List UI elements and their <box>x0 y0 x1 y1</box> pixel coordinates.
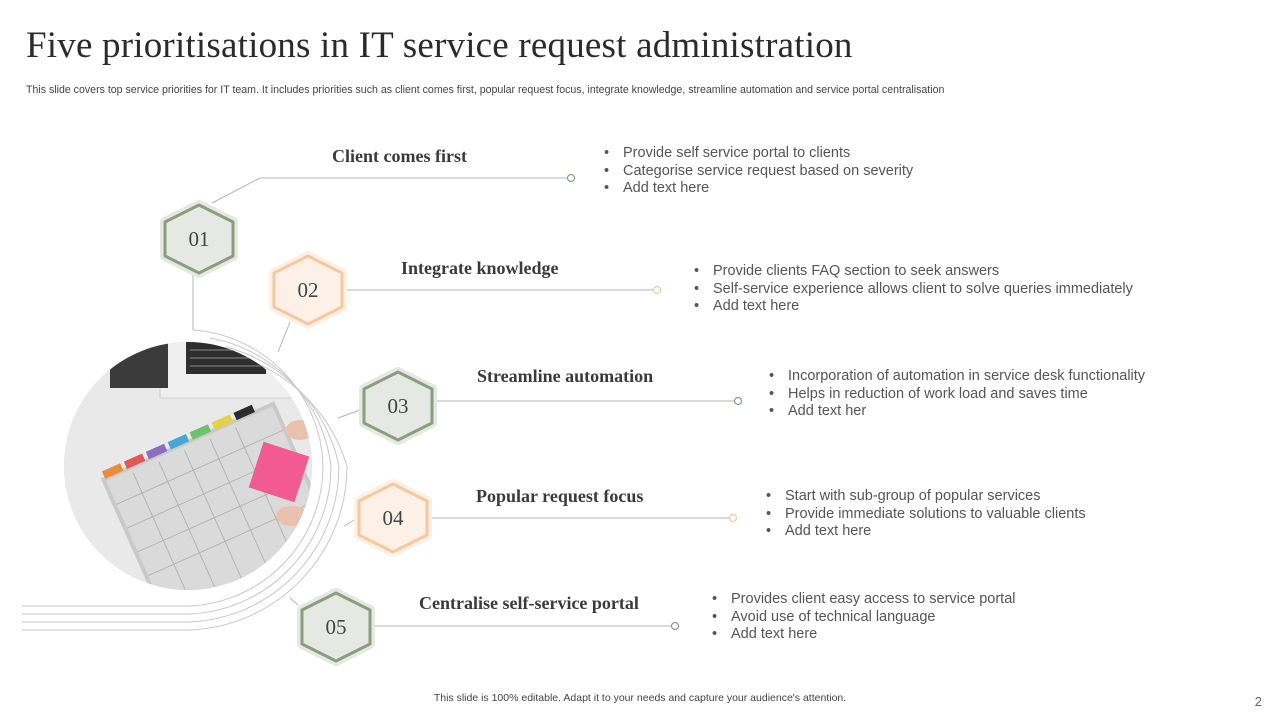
item-title-streamline-automation: Streamline automation <box>477 366 654 386</box>
list-item: • Add text here <box>604 180 913 198</box>
bullet-list-centralise-portal <box>712 591 1016 644</box>
desk-photo <box>60 338 335 616</box>
bullet-list-popular-request-focus <box>766 488 1086 541</box>
item-number-04: 04 <box>382 506 404 530</box>
list-item: • Start with sub-group of popular services <box>766 488 1086 506</box>
list-item: • Provide immediate solutions to valuable clients <box>766 506 1086 524</box>
slide-title: Five prioritisations in IT service request administration <box>26 25 853 66</box>
item-number-02: 02 <box>297 278 319 302</box>
item-title-centralise-portal: Centralise self-service portal <box>419 593 639 613</box>
item-number-05: 05 <box>325 615 347 639</box>
list-item: • Provides client easy access to service portal <box>712 591 1016 609</box>
list-item: • Avoid use of technical language <box>712 609 1016 627</box>
item-title-popular-request-focus: Popular request focus <box>476 486 644 506</box>
list-item: • Helps in reduction of work load and saves time <box>769 386 1145 404</box>
page-number: 2 <box>1254 694 1262 709</box>
list-item: • Add text here <box>766 523 1086 541</box>
item-title-integrate-knowledge: Integrate knowledge <box>401 258 559 278</box>
slide-subtitle: This slide covers top service priorities for IT team. It includes priorities such as client comes first, popular request focus, integrate knowledge, streamline automation and service portal centralisation <box>26 84 945 96</box>
list-item: • Provide self service portal to clients <box>604 145 913 163</box>
item-number-03: 03 <box>387 394 409 418</box>
bullet-list-integrate-knowledge <box>694 263 1133 316</box>
list-item: • Add text here <box>712 626 1016 644</box>
list-item: • Categorise service request based on severity <box>604 163 913 181</box>
list-item: • Self-service experience allows client to solve queries immediately <box>694 281 1133 299</box>
bullet-list-streamline-automation <box>769 368 1145 421</box>
connector-endpoints <box>568 175 742 630</box>
list-item: • Add text her <box>769 403 1145 421</box>
item-number-01: 01 <box>188 227 210 251</box>
slide-footer: This slide is 100% editable. Adapt it to your needs and capture your audience's attention. <box>433 692 847 704</box>
bullet-list-client-comes-first <box>604 145 913 198</box>
list-item: • Incorporation of automation in service desk functionality <box>769 368 1145 386</box>
list-item: • Provide clients FAQ section to seek answers <box>694 263 1133 281</box>
item-title-client-comes-first: Client comes first <box>332 146 467 166</box>
list-item: • Add text here <box>694 298 1133 316</box>
